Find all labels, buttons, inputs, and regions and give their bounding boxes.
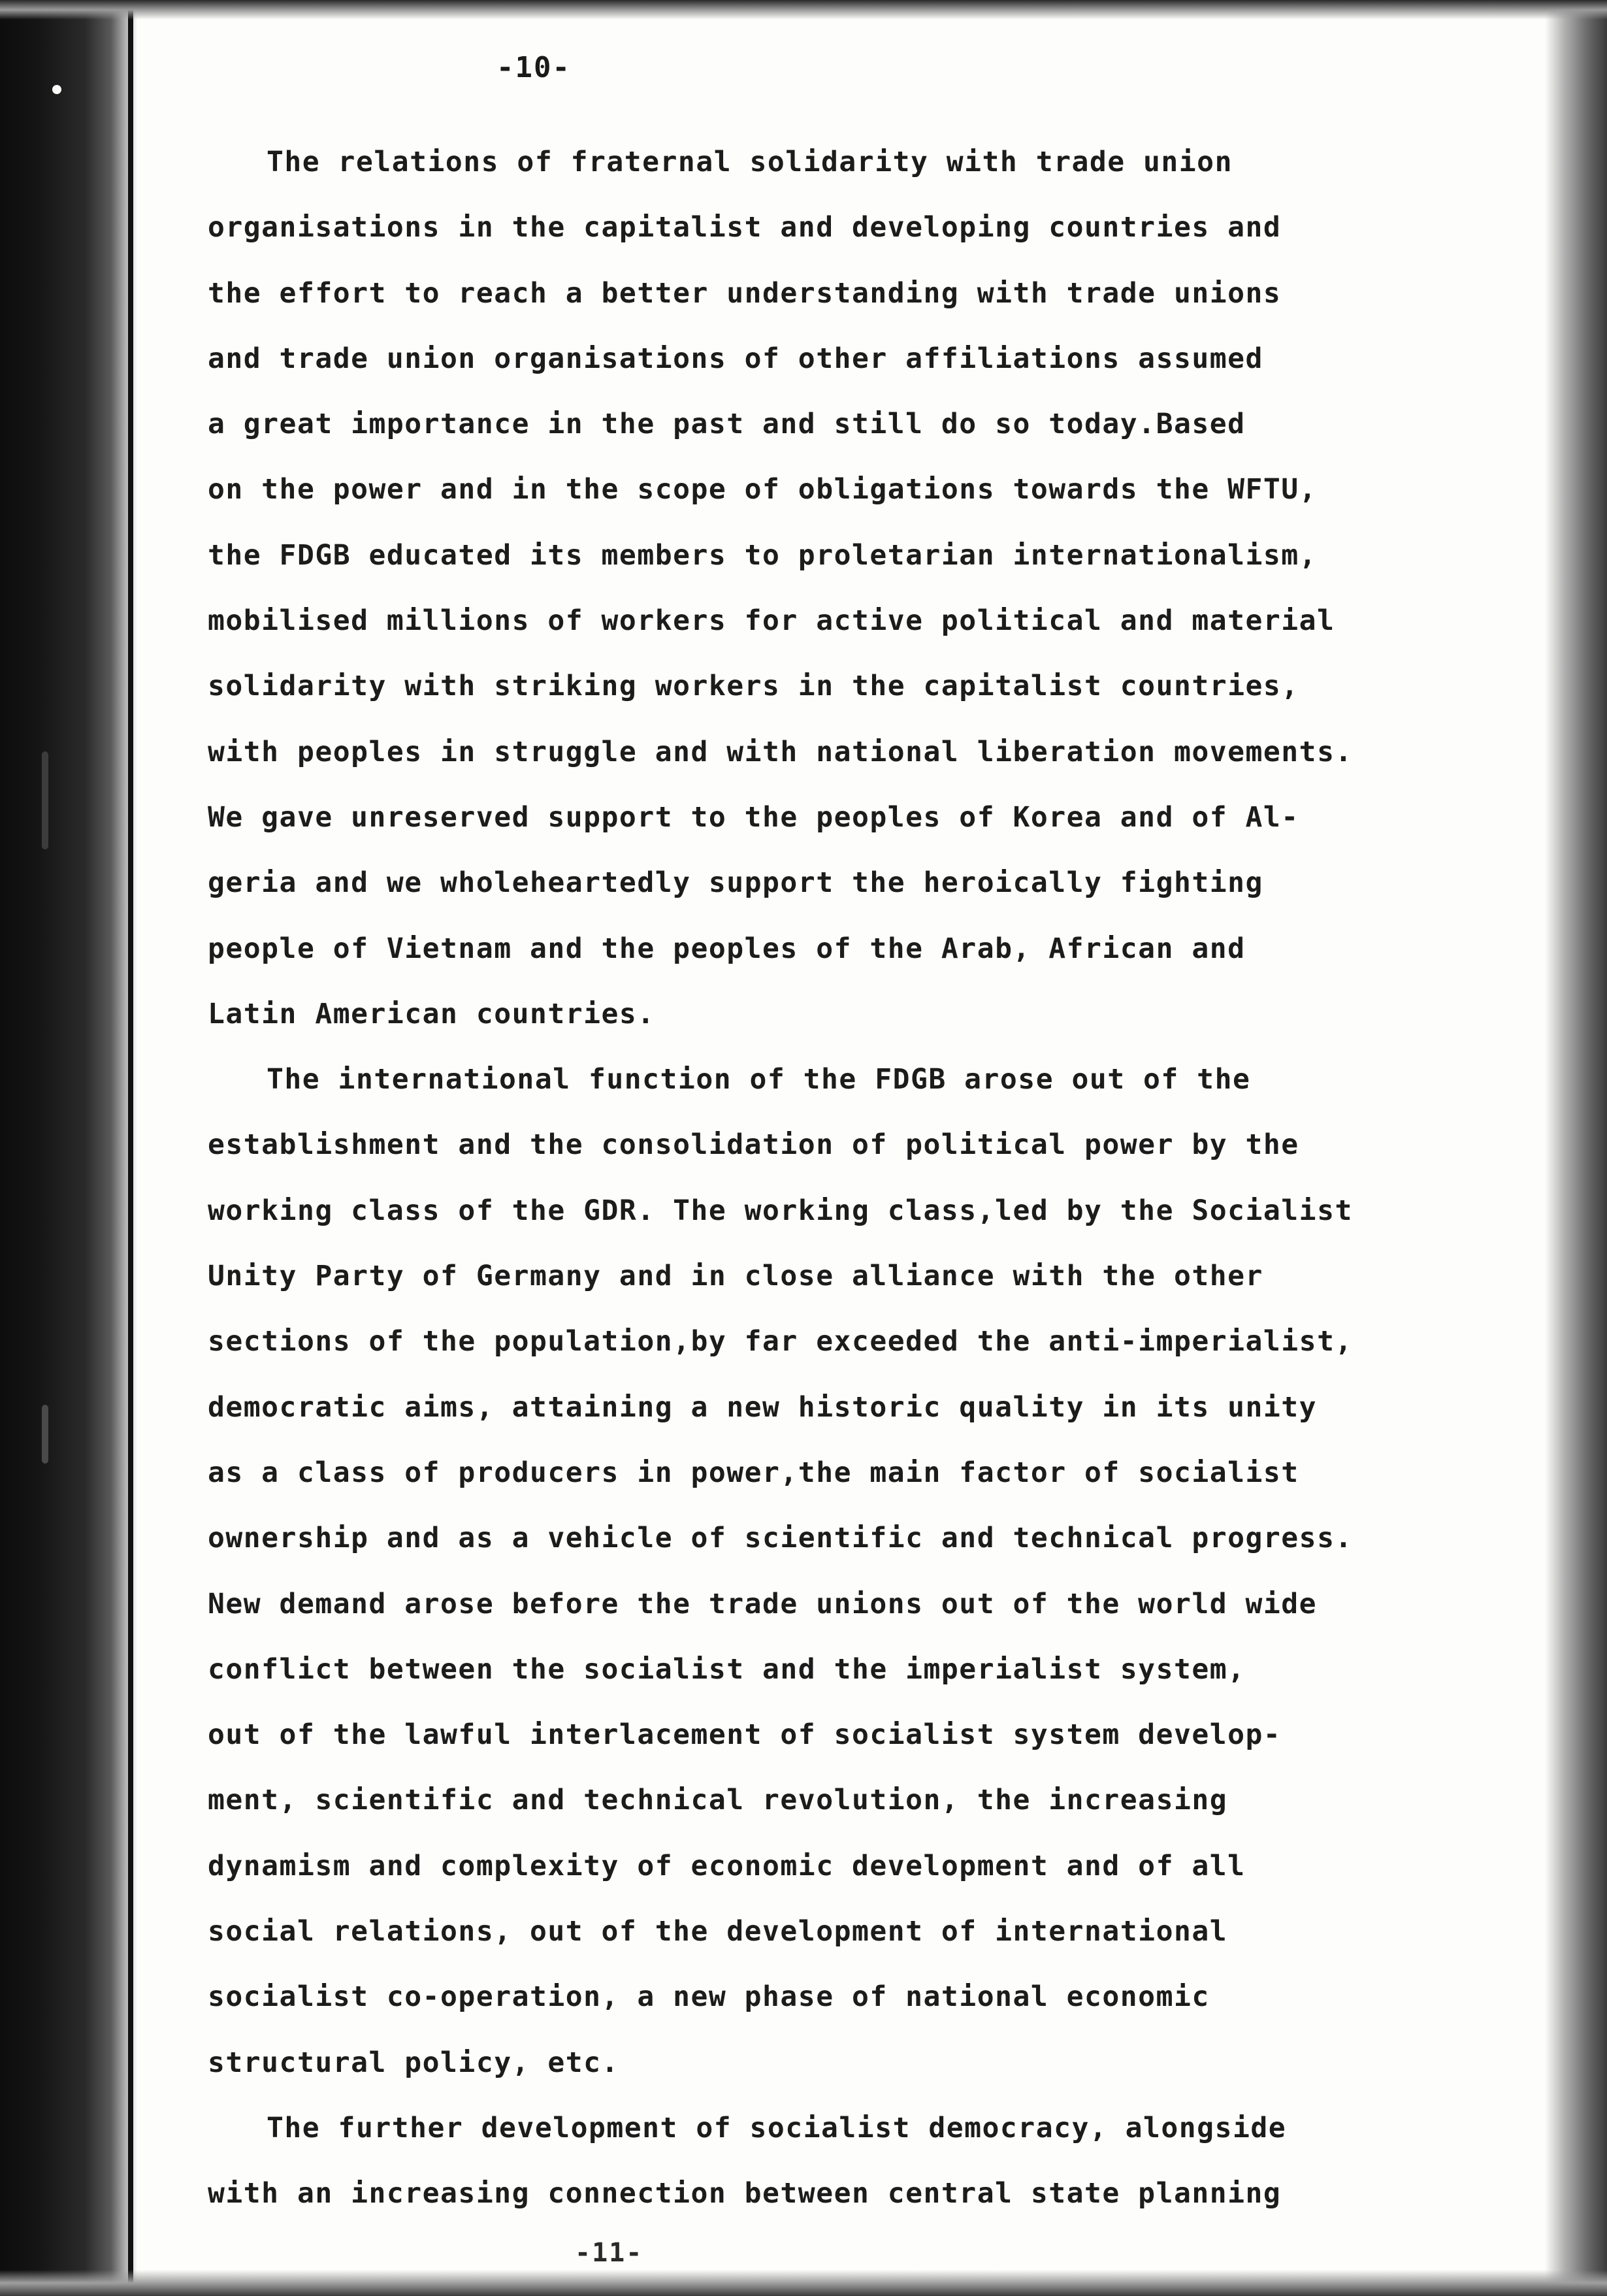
scan-bottom-border bbox=[0, 2270, 1607, 2296]
text-line: ment, scientific and technical revolution, the increasing bbox=[208, 1784, 1228, 1817]
page-number-bottom: -11- bbox=[575, 2238, 643, 2268]
typewritten-text-body bbox=[208, 129, 1534, 2227]
text-line: New demand arose before the trade unions out of the world wide bbox=[208, 1587, 1318, 1620]
text-line: dynamism and complexity of economic development and of all bbox=[208, 1849, 1246, 1882]
text-line: establishment and the consolidation of political power by the bbox=[208, 1128, 1299, 1162]
text-line: a great importance in the past and still do so today.Based bbox=[208, 408, 1246, 441]
text-line: We gave unreserved support to the peoples of Korea and of Al- bbox=[208, 800, 1299, 834]
text-line: people of Vietnam and the peoples of the Arab, African and bbox=[208, 932, 1246, 965]
text-line: social relations, out of the development of international bbox=[208, 1915, 1228, 1948]
punch-hole bbox=[52, 85, 61, 94]
text-line: with peoples in struggle and with national liberation movements. bbox=[208, 735, 1353, 768]
binder-clip-mark bbox=[42, 751, 48, 849]
page-number-top: -10- bbox=[496, 51, 571, 84]
text-line: The further development of socialist democracy, alongside bbox=[267, 2111, 1287, 2144]
text-line: solidarity with striking workers in the capitalist countries, bbox=[208, 670, 1299, 703]
text-line: as a class of producers in power,the main factor of socialist bbox=[208, 1456, 1299, 1489]
text-line: structural policy, etc. bbox=[208, 2046, 619, 2079]
text-line: and trade union organisations of other affiliations assumed bbox=[208, 342, 1263, 375]
text-line: socialist co-operation, a new phase of national economic bbox=[208, 1980, 1210, 2014]
scan-right-border bbox=[1545, 0, 1607, 2296]
text-line: on the power and in the scope of obligations towards the WFTU, bbox=[208, 473, 1318, 506]
text-line: the FDGB educated its members to proletarian internationalism, bbox=[208, 538, 1318, 572]
scan-left-border bbox=[0, 0, 137, 2296]
text-line: out of the lawful interlacement of socialist system develop- bbox=[208, 1718, 1282, 1752]
text-line: with an increasing connection between central state planning bbox=[208, 2177, 1282, 2210]
text-line: organisations in the capitalist and developing countries and bbox=[208, 211, 1282, 244]
text-line: democratic aims, attaining a new historic quality in its unity bbox=[208, 1390, 1318, 1424]
text-line: Latin American countries. bbox=[208, 997, 655, 1030]
text-line: Unity Party of Germany and in close alliance with the other bbox=[208, 1260, 1263, 1293]
text-line: the effort to reach a better understanding with trade unions bbox=[208, 276, 1282, 310]
text-line: mobilised millions of workers for active political and material bbox=[208, 604, 1335, 638]
text-line: conflict between the socialist and the imperialist system, bbox=[208, 1652, 1246, 1686]
binder-clip-mark bbox=[42, 1405, 48, 1464]
scan-top-border bbox=[0, 0, 1607, 20]
text-line: The relations of fraternal solidarity with trade union bbox=[267, 146, 1233, 178]
text-line: ownership and as a vehicle of scientific and technical progress. bbox=[208, 1522, 1353, 1555]
text-line: sections of the population,by far exceeded the anti-imperialist, bbox=[208, 1325, 1353, 1358]
text-line: geria and we wholeheartedly support the heroically fighting bbox=[208, 866, 1263, 900]
text-line: The international function of the FDGB arose out of the bbox=[267, 1063, 1251, 1096]
text-line: working class of the GDR. The working class,led by the Socialist bbox=[208, 1194, 1353, 1227]
scan-left-edge bbox=[128, 0, 133, 2296]
